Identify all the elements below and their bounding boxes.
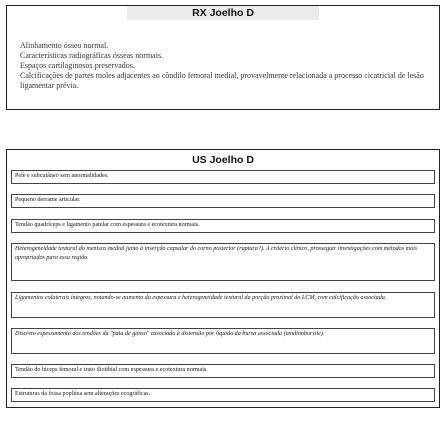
rx-findings	[20, 41, 431, 91]
us-finding-collateral-ligaments: Ligamentos colaterais íntegros, notando-se aumento da espessura e heterogeneidade textural da porção proximal do LCM, com calcificação associada.	[11, 292, 435, 318]
us-finding-pes-anserinus: Discreto espessamento dos tendões da "pata de ganso" associado à distensão por líquido da bursa associada (tendinobursite).	[11, 328, 435, 354]
us-finding-popliteal-fossa: Estruturas da fossa poplítea sem alterações ecográficas.	[11, 388, 435, 402]
us-title: US Joelho D	[192, 154, 254, 166]
us-finding-skin: Pele e subcutâneo sem anormalidades.	[11, 170, 435, 184]
rx-finding-bone-features: Características radiográficas ósseas normais.	[20, 51, 164, 60]
us-finding-meniscus: Heterogeneidade textural do menisco medial junto à inserção capsular do corno posterior (ruptura?). A critério clínico, prosseguir investigações com métodos mais apropriados para essa região.	[11, 243, 435, 281]
rx-finding-alignment: Alinhamento ósseo normal.	[20, 41, 109, 50]
rx-finding-calcifications: Calcificações de partes moles adjacentes ao côndilo femoral medial, provavelmente relacionada a processo cicatricial de lesão ligamentar prévia.	[20, 71, 424, 90]
us-finding-effusion: Pequeno derrame articular.	[11, 194, 435, 208]
us-finding-biceps-femoris: Tendão do bíceps femoral e trato iliotibial com espessura e ecotextura normais.	[11, 364, 435, 378]
us-report-panel	[6, 149, 440, 408]
rx-report-panel	[6, 5, 440, 110]
us-finding-quadriceps: Tendão quadríceps e ligamento patelar com espessura e ecotextura normais.	[11, 219, 435, 233]
rx-finding-cartilage-spaces: Espaços cartilaginosos preservados.	[20, 61, 135, 70]
rx-title: RX Joelho D	[127, 6, 319, 20]
